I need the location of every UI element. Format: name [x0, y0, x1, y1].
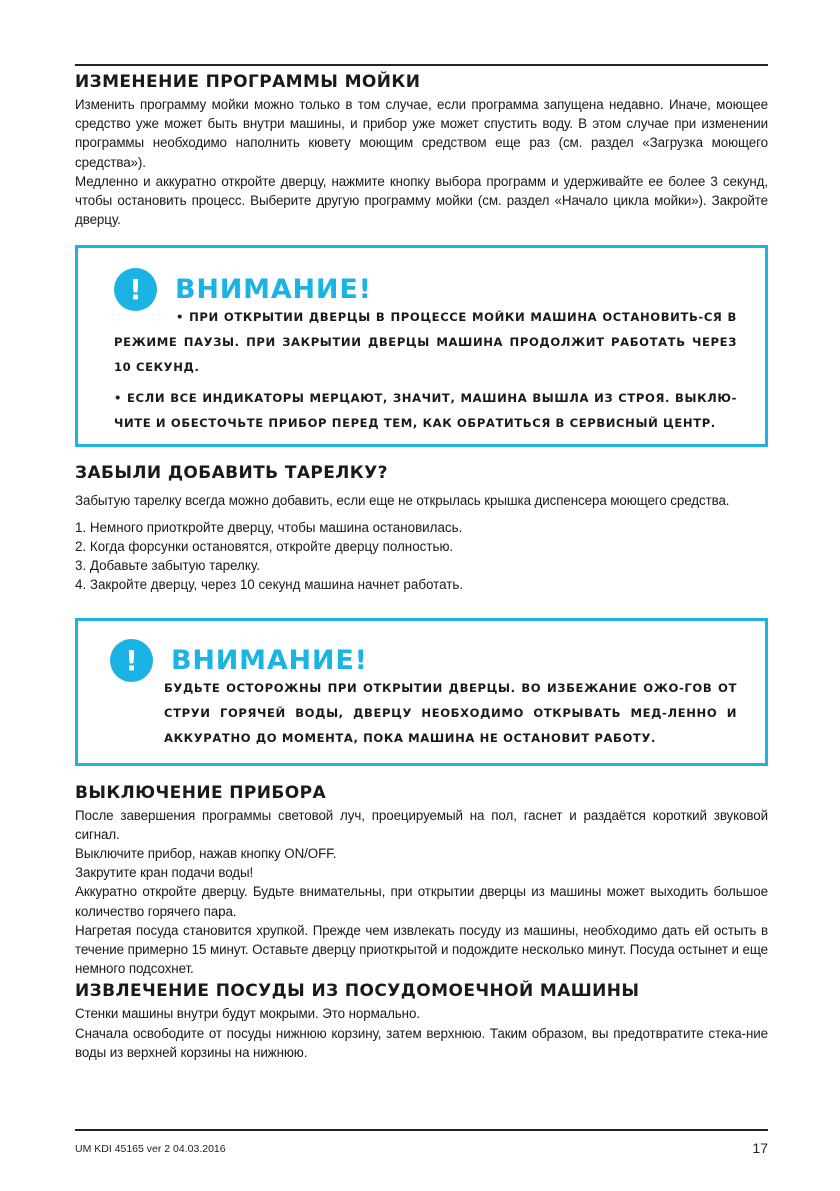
warning-item: • ЕСЛИ ВСЕ ИНДИКАТОРЫ МЕРЦАЮТ, ЗНАЧИТ, МАШИНА ВЫШЛА ИЗ СТРОЯ. ВЫКЛЮ-ЧИТЕ И ОБЕСТОЧЬТЕ ПРИБОР ПЕРЕД ТЕМ, КАК ОБРАТИТЬСЯ В СЕРВИСНЫЙ ЦЕНТР.: [114, 391, 737, 431]
heading-unloading: ИЗВЛЕЧЕНИЕ ПОСУДЫ ИЗ ПОСУДОМОЕЧНОЙ МАШИНЫ: [75, 981, 640, 1002]
warning-box-1: [75, 245, 768, 447]
section-switch-off: [75, 783, 768, 979]
paragraph: Аккуратно откройте дверцу. Будьте внимательны, при открытии дверцы из машины может выходить большое количество горячего пара.: [75, 884, 768, 919]
heading-change-program: ИЗМЕНЕНИЕ ПРОГРАММЫ МОЙКИ: [75, 72, 421, 92]
paragraph: Стенки машины внутри будут мокрыми. Это нормально.: [75, 1006, 420, 1022]
list-item: 4. Закройте дверцу, через 10 секунд машина начнет работать.: [75, 576, 464, 592]
warning-body: [110, 676, 737, 751]
warning-body: [114, 305, 737, 436]
list-item: 1. Немного приоткройте дверцу, чтобы машина остановилась.: [75, 519, 463, 535]
warning-text: БУДЬТЕ ОСТОРОЖНЫ ПРИ ОТКРЫТИИ ДВЕРЦЫ. ВО ИЗБЕЖАНИЕ ОЖО-ГОВ ОТ СТРУИ ГОРЯЧЕЙ ВОДЫ, ДВЕРЦУ НЕОБХОДИМО ОТКРЫВАТЬ МЕД-ЛЕННО И АККУРАТНО ДО МОМЕНТА, ПОКА МАШИНА НЕ ОСТАНОВИТ РАБОТУ.: [164, 680, 737, 745]
exclamation-icon: !: [110, 639, 153, 682]
heading-switch-off: ВЫКЛЮЧЕНИЕ ПРИБОРА: [75, 782, 327, 803]
paragraph: Забытую тарелку всегда можно добавить, если еще не открылась крышка диспенсера моющего средства.: [75, 493, 730, 509]
paragraph: Сначала освободите от посуды нижнюю корзину, затем верхнюю. Таким образом, вы предотвратите стека-ние воды из верхней корзины на нижнюю.: [75, 1025, 768, 1060]
section-change-program: [75, 72, 768, 229]
exclamation-icon: !: [114, 268, 157, 311]
paragraph: Выключите прибор, нажав кнопку ON/OFF.: [75, 846, 337, 862]
paragraph: Изменить программу мойки можно только в том случае, если программа запущена недавно. Иначе, моющее средство уже может быть внутри машины, и прибор уже может спустить воду. В этом случае при изменении программы необходимо наполнить кювету моющим средством еще раз (см. раздел «Загрузка моющего средства»).: [75, 97, 768, 170]
paragraph: Медленно и аккуратно откройте дверцу, нажмите кнопку выбора программ и удерживайте ее более 3 секунд, чтобы остановить процесс. Выберите другую программу мойки (см. раздел «Начало цикла мойки»). Закройте дверцу.: [75, 173, 768, 228]
page-number: 17: [752, 1140, 768, 1156]
heading-forgot-plate: ЗАБЫЛИ ДОБАВИТЬ ТАРЕЛКУ?: [75, 463, 388, 484]
warning-title: ВНИМАНИЕ!: [171, 644, 368, 676]
steps-list: [75, 518, 768, 594]
warning-box-2: [75, 618, 768, 766]
section-forgot-plate: [75, 463, 768, 593]
paragraph: Нагретая посуда становится хрупкой. Прежде чем извлекать посуду из машины, необходимо дать ей остыть в течение примерно 15 минут. Оставьте дверцу приоткрытой и подождите несколько минут. Посуда остынет и еще немного подсохнет.: [75, 922, 768, 977]
paragraph: Закрутите кран подачи воды!: [75, 865, 254, 881]
warning-item: • ПРИ ОТКРЫТИИ ДВЕРЦЫ В ПРОЦЕССЕ МОЙКИ МАШИНА ОСТАНОВИТЬ-СЯ В РЕЖИМЕ ПАУЗЫ. ПРИ ЗАКРЫТИИ ДВЕРЦЫ МАШИНА ПРОДОЛЖИТ РАБОТАТЬ ЧЕРЕЗ 10 СЕКУНД.: [114, 310, 737, 375]
warning-title: ВНИМАНИЕ!: [175, 274, 372, 306]
top-rule: [75, 64, 768, 66]
paragraph: После завершения программы световой луч, проецируемый на пол, гаснет и раздаётся короткий звуковой сигнал.: [75, 807, 768, 842]
page-footer: [75, 1129, 768, 1156]
document-id: UM KDI 45165 ver 2 04.03.2016: [75, 1143, 226, 1155]
list-item: 3. Добавьте забытую тарелку.: [75, 557, 260, 573]
section-unloading: [75, 981, 768, 1062]
page: [75, 64, 768, 1062]
list-item: 2. Когда форсунки остановятся, откройте дверцу полностью.: [75, 538, 454, 554]
